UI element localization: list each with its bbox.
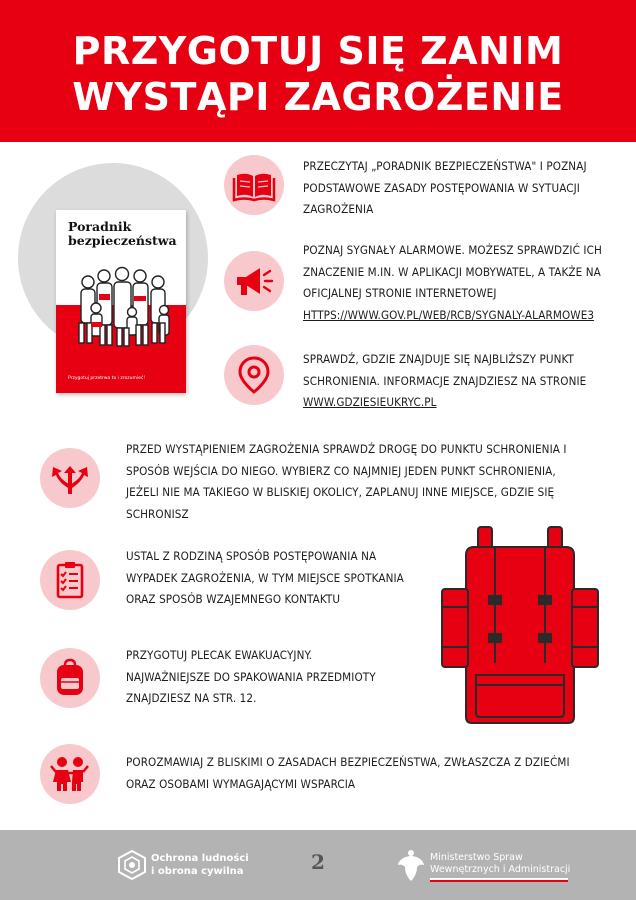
clipboard-checklist-icon <box>40 550 100 610</box>
ministry-line-1: Ministerstwo Spraw <box>430 852 523 863</box>
title-line-2: WYSTĄPI ZAGROŻENIE <box>72 75 564 119</box>
step-read-guide-text <box>303 156 587 221</box>
step-7-line-2: ORAZ OSOBAMI WYMAGAJĄCYMI WSPARCIA <box>126 776 356 791</box>
polish-eagle-emblem-icon <box>396 847 426 883</box>
shelter-finder-link[interactable]: WWW.GDZIESIEUKRYC.PL <box>303 395 437 409</box>
ministry-line-2: Wewnętrznych i Administracji <box>430 864 571 875</box>
step-2-line-2: ZNACZENIE M.IN. W APLIKACJI MOBYWATEL, A TAKŻE NA <box>303 264 601 279</box>
ministry-flag-stripe <box>430 878 568 882</box>
alarm-signals-link[interactable]: HTTPS://WWW.GOV.PL/WEB/RCB/SYGNALY-ALARMOWE3 <box>303 307 595 322</box>
step-1-line-3: ZAGROŻENIA <box>303 202 374 216</box>
step-talk-loved-ones-text <box>126 752 570 795</box>
direction-arrows-icon <box>40 448 100 508</box>
step-1-line-2: PODSTAWOWE ZASADY POSTĘPOWANIA W SYTUACJI <box>303 180 580 195</box>
step-4-line-3: JEŻELI NIE MA TAKIEGO W BLISKIEJ OKOLICY, ZAPLANUJ INNE MIEJSCE, GDZIE SIĘ <box>126 485 555 499</box>
megaphone-icon <box>224 251 284 311</box>
step-5-line-2: WYPADEK ZAGROŻENIA, W TYM MIEJSCE SPOTKANIA <box>126 570 404 585</box>
booklet-title-line-2: bezpieczeństwa <box>68 233 177 248</box>
step-3-line-2: SCHRONIENIA. INFORMACJE ZNAJDZIESZ NA STRONIE <box>303 373 587 388</box>
step-family-plan-text <box>126 546 404 611</box>
page-number: 2 <box>311 850 325 874</box>
step-2-line-1: POZNAJ SYGNAŁY ALARMOWE. MOŻESZ SPRAWDZIĆ ICH <box>303 243 602 257</box>
footer-bar <box>0 830 636 900</box>
map-pin-icon <box>224 345 284 405</box>
step-alarm-signals-text <box>303 240 602 326</box>
step-5-line-1: USTAL Z RODZINĄ SPOSÓB POSTĘPOWANIA NA <box>126 549 377 563</box>
booklet-cover-image <box>56 210 186 393</box>
step-5-line-3: ORAZ SPOSÓB WZAJEMNEGO KONTAKTU <box>126 592 341 606</box>
step-shelter-text <box>303 349 586 414</box>
book-icon <box>224 155 284 215</box>
booklet-title <box>68 220 180 248</box>
civil-protection-line-1: Ochrona ludności <box>151 853 249 864</box>
page-title <box>0 28 636 120</box>
booklet-footer-text: Przygotuj przetrwa to i zrozumieć! <box>68 376 146 381</box>
title-line-1: PRZYGOTUJ SIĘ ZANIM <box>72 29 564 73</box>
step-4-line-2: SPOSÓB WEJŚCIA DO NIEGO. WYBIERZ CO NAJMNIEJ JEDEN PUNKT SCHRONIENIA, <box>126 463 556 478</box>
header-banner <box>0 0 636 142</box>
backpack-icon <box>40 648 100 708</box>
people-illustration-icon <box>74 260 174 350</box>
step-1-line-1: PRZECZYTAJ „PORADNIK BEZPIECZEŃSTWA" I POZNAJ <box>303 159 587 173</box>
step-6-line-3: ZNAJDZIESZ NA STR. 12. <box>126 691 257 705</box>
step-backpack-text <box>126 645 376 710</box>
step-route-text <box>126 439 567 525</box>
step-6-line-2: NAJWAŻNIEJSZE DO SPAKOWANIA PRZEDMIOTY <box>126 669 376 684</box>
evacuation-backpack-illustration <box>440 525 600 725</box>
step-7-line-1: POROZMAWIAJ Z BLISKIMI O ZASADACH BEZPIECZEŃSTWA, ZWŁASZCZA Z DZIEĆMI <box>126 755 570 769</box>
step-3-line-1: SPRAWDŹ, GDZIE ZNAJDUJE SIĘ NAJBLIŻSZY PUNKT <box>303 352 575 366</box>
step-4-line-1: PRZED WYSTĄPIENIEM ZAGROŻENIA SPRAWDŹ DROGĘ DO PUNKTU SCHRONIENIA I <box>126 442 567 456</box>
civil-protection-line-2: i obrona cywilna <box>151 866 244 877</box>
step-2-line-3: OFICJALNEJ STRONIE INTERNETOWEJ <box>303 286 497 300</box>
booklet-title-line-1: Poradnik <box>68 219 132 234</box>
step-4-line-4: SCHRONISZ <box>126 506 189 521</box>
children-icon <box>40 744 100 804</box>
step-6-line-1: PRZYGOTUJ PLECAK EWAKUACYJNY. <box>126 648 313 662</box>
ministry-logo-text <box>430 852 570 876</box>
